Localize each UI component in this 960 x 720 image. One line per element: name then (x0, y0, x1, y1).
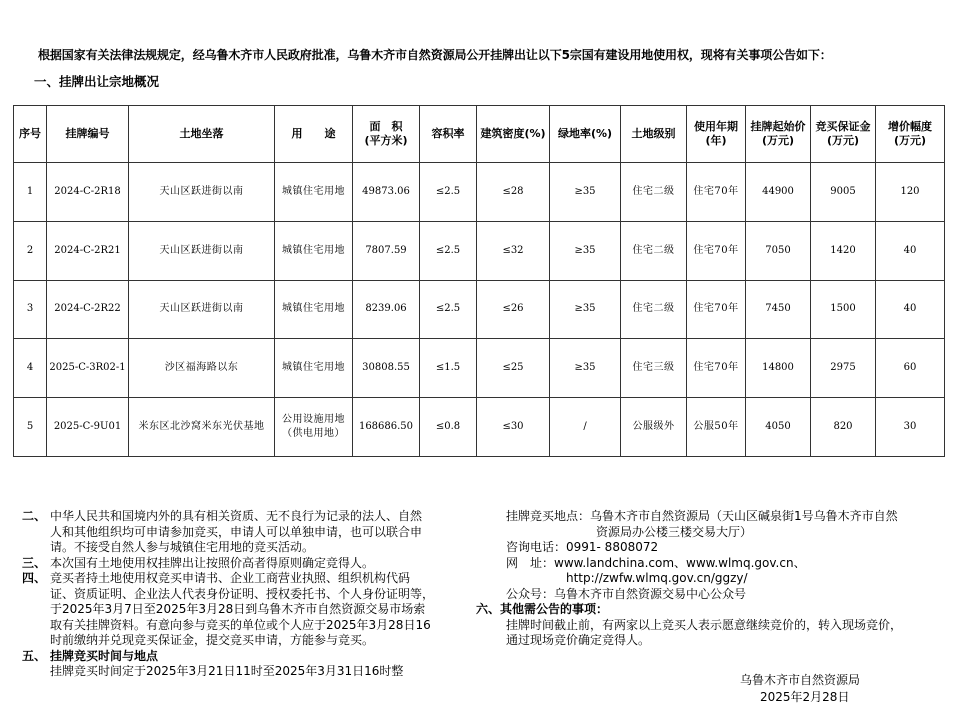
cell-deposit: 820 (811, 398, 876, 457)
cell-use-main: 城镇住宅用地 (282, 303, 345, 315)
note-2-number: 二、 (22, 509, 47, 523)
cell-use (275, 280, 353, 339)
cell-use (275, 221, 353, 280)
header-seq: 序号 (14, 106, 47, 163)
header-green: 绿地率(%) (550, 106, 621, 163)
auction-place: 挂牌竞买地点：乌鲁木齐市自然资源局（天山区碱泉街1号乌鲁木齐市自然 (506, 509, 898, 523)
header-start-price (746, 106, 811, 163)
cell-area: 49873.06 (353, 163, 420, 222)
cell-code: 2025-C-9U01 (47, 398, 129, 457)
table-row (14, 221, 945, 280)
cell-area: 8239.06 (353, 280, 420, 339)
header-density: 建筑密度(%) (477, 106, 550, 163)
cell-density: ≤26 (477, 280, 550, 339)
cell-use-sub: （供电用地） (282, 428, 345, 440)
cell-increment: 40 (876, 280, 945, 339)
cell-seq: 1 (14, 163, 47, 222)
cell-code: 2024-C-2R21 (47, 221, 129, 280)
header-years-label: 使用年期 (694, 120, 738, 133)
issuer-name: 乌鲁木齐市自然资源局 (740, 673, 861, 687)
table-header-row (14, 106, 945, 163)
header-start-unit: (万元) (761, 134, 795, 147)
cell-start-price: 7450 (746, 280, 811, 339)
contact-phone: 咨询电话：0991- 8808072 (506, 540, 659, 554)
cell-years: 公服50年 (687, 398, 746, 457)
cell-years: 住宅70年 (687, 221, 746, 280)
cell-increment: 60 (876, 339, 945, 398)
note-2 (22, 509, 477, 556)
header-increment-label: 增价幅度 (888, 120, 932, 133)
note-4-line: 时前缴纳并兑现竞买保证金，提交竞买申请，方能参与竞买。 (50, 633, 375, 647)
header-start-label: 挂牌起始价 (750, 120, 806, 133)
table-row (14, 398, 945, 457)
cell-location: 天山区跃进街以南 (129, 280, 275, 339)
cell-use (275, 398, 353, 457)
cell-use-main: 城镇住宅用地 (282, 362, 345, 374)
header-deposit (811, 106, 876, 163)
note-3 (22, 556, 477, 572)
note-4-line: 竞买者持土地使用权竞买申请书、企业工商营业执照、组织机构代码 (50, 571, 411, 585)
section-1-title: 一、挂牌出让宗地概况 (34, 74, 160, 89)
header-far: 容积率 (420, 106, 477, 163)
cell-location: 米东区北沙窝米东光伏基地 (129, 398, 275, 457)
cell-density: ≤30 (477, 398, 550, 457)
header-years (687, 106, 746, 163)
cell-use-main: 公用设施用地 (282, 414, 345, 426)
cell-seq: 4 (14, 339, 47, 398)
cell-location: 沙区福海路以东 (129, 339, 275, 398)
cell-code: 2025-C-3R02-1 (47, 339, 129, 398)
cell-density: ≤25 (477, 339, 550, 398)
note-4 (22, 571, 477, 649)
cell-use (275, 339, 353, 398)
cell-far: ≤2.5 (420, 163, 477, 222)
header-area (353, 106, 420, 163)
note-5-line: 挂牌竞买时间定于2025年3月21日11时至2025年3月31日16时整 (50, 664, 404, 678)
cell-code: 2024-C-2R18 (47, 163, 129, 222)
cell-use (275, 163, 353, 222)
header-area-label: 面 积 (369, 120, 403, 133)
cell-increment: 30 (876, 398, 945, 457)
auction-place-cont: 资源局办公楼三楼交易大厅） (596, 524, 753, 539)
note-2-line: 人和其他组织均可申请参加竞买，申请人可以单独申请，也可以联合申 (50, 524, 423, 539)
cell-far: ≤1.5 (420, 339, 477, 398)
header-years-unit: (年) (705, 134, 727, 147)
cell-use-main: 城镇住宅用地 (282, 185, 345, 197)
wechat-account: 公众号：乌鲁木齐市自然资源交易中心公众号 (506, 586, 747, 601)
cell-years: 住宅70年 (687, 163, 746, 222)
cell-use-main: 城镇住宅用地 (282, 244, 345, 256)
cell-location: 天山区跃进街以南 (129, 163, 275, 222)
header-increment (876, 106, 945, 163)
cell-increment: 120 (876, 163, 945, 222)
cell-start-price: 44900 (746, 163, 811, 222)
cell-far: ≤0.8 (420, 398, 477, 457)
announcement-intro: 根据国家有关法律法规规定，经乌鲁木齐市人民政府批准，乌鲁木齐市自然资源局公开挂牌出让以下5宗国有建设用地使用权，现将有关事项公告如下： (38, 48, 832, 62)
header-deposit-label: 竞买保证金 (815, 120, 871, 133)
cell-deposit: 2975 (811, 339, 876, 398)
table-row (14, 163, 945, 222)
website-line: 网 址：www.landchina.com、www.wlmq.gov.cn、 (506, 555, 806, 570)
cell-far: ≤2.5 (420, 221, 477, 280)
header-area-unit: (平方米) (364, 134, 408, 147)
website-line-cont: http://zwfw.wlmq.gov.cn/ggzy/ (566, 571, 748, 585)
cell-deposit: 1500 (811, 280, 876, 339)
table-row (14, 339, 945, 398)
cell-start-price: 4050 (746, 398, 811, 457)
cell-seq: 5 (14, 398, 47, 457)
cell-years: 住宅70年 (687, 280, 746, 339)
notes-left-column (22, 509, 477, 680)
cell-green: ≥35 (550, 339, 621, 398)
cell-density: ≤32 (477, 221, 550, 280)
note-2-line: 中华人民共和国境内外的具有相关资质、无不良行为记录的法人、自然 (50, 509, 423, 523)
cell-years: 住宅70年 (687, 339, 746, 398)
cell-seq: 2 (14, 221, 47, 280)
note-6-line: 挂牌时间截止前，有两家以上竞买人表示愿意继续竞价的，转入现场竞价， (506, 617, 903, 632)
cell-code: 2024-C-2R22 (47, 280, 129, 339)
cell-grade: 住宅二级 (621, 280, 687, 339)
note-6-line: 通过现场竞价确定竞得人。 (506, 633, 651, 647)
note-5 (22, 649, 477, 680)
cell-area: 7807.59 (353, 221, 420, 280)
note-5-title: 挂牌竞买时间与地点 (50, 648, 159, 663)
cell-green: ≥35 (550, 163, 621, 222)
header-deposit-unit: (万元) (826, 134, 860, 147)
notes-right-column (476, 509, 946, 649)
header-increment-unit: (万元) (893, 134, 927, 147)
cell-green: ≥35 (550, 280, 621, 339)
cell-grade: 公服级外 (621, 398, 687, 457)
header-location: 土地坐落 (129, 106, 275, 163)
note-4-line: 证、资质证明、企业法人代表身份证明、授权委托书、个人身份证明等， (50, 586, 435, 601)
note-2-line: 请。不接受自然人参与城镇住宅用地的竞买活动。 (50, 540, 315, 554)
cell-far: ≤2.5 (420, 280, 477, 339)
cell-increment: 40 (876, 221, 945, 280)
cell-green: ≥35 (550, 221, 621, 280)
note-4-line: 于2025年3月7日至2025年3月28日到乌鲁木齐市自然资源交易市场索 (50, 602, 426, 616)
note-6-title: 六、其他需公告的事项： (476, 602, 609, 616)
cell-green: / (550, 398, 621, 457)
header-grade: 土地级别 (621, 106, 687, 163)
cell-grade: 住宅二级 (621, 163, 687, 222)
cell-grade: 住宅二级 (621, 221, 687, 280)
cell-grade: 住宅三级 (621, 339, 687, 398)
cell-start-price: 7050 (746, 221, 811, 280)
cell-area: 30808.55 (353, 339, 420, 398)
note-3-number: 三、 (22, 555, 47, 570)
cell-start-price: 14800 (746, 339, 811, 398)
issue-date: 2025年2月28日 (760, 690, 850, 704)
note-5-number: 五、 (22, 648, 47, 663)
cell-seq: 3 (14, 280, 47, 339)
cell-density: ≤28 (477, 163, 550, 222)
note-4-line: 取有关挂牌资料。有意向参与竞买的单位或个人应于2025年3月28日16 (50, 617, 431, 632)
cell-area: 168686.50 (353, 398, 420, 457)
cell-deposit: 1420 (811, 221, 876, 280)
note-3-line: 本次国有土地使用权挂牌出让按照价高者得原则确定竞得人。 (50, 555, 375, 570)
cell-deposit: 9005 (811, 163, 876, 222)
header-use: 用 途 (275, 106, 353, 163)
table-row (14, 280, 945, 339)
land-parcel-table (13, 105, 945, 457)
note-4-number: 四、 (22, 571, 47, 585)
cell-location: 天山区跃进街以南 (129, 221, 275, 280)
header-code: 挂牌编号 (47, 106, 129, 163)
